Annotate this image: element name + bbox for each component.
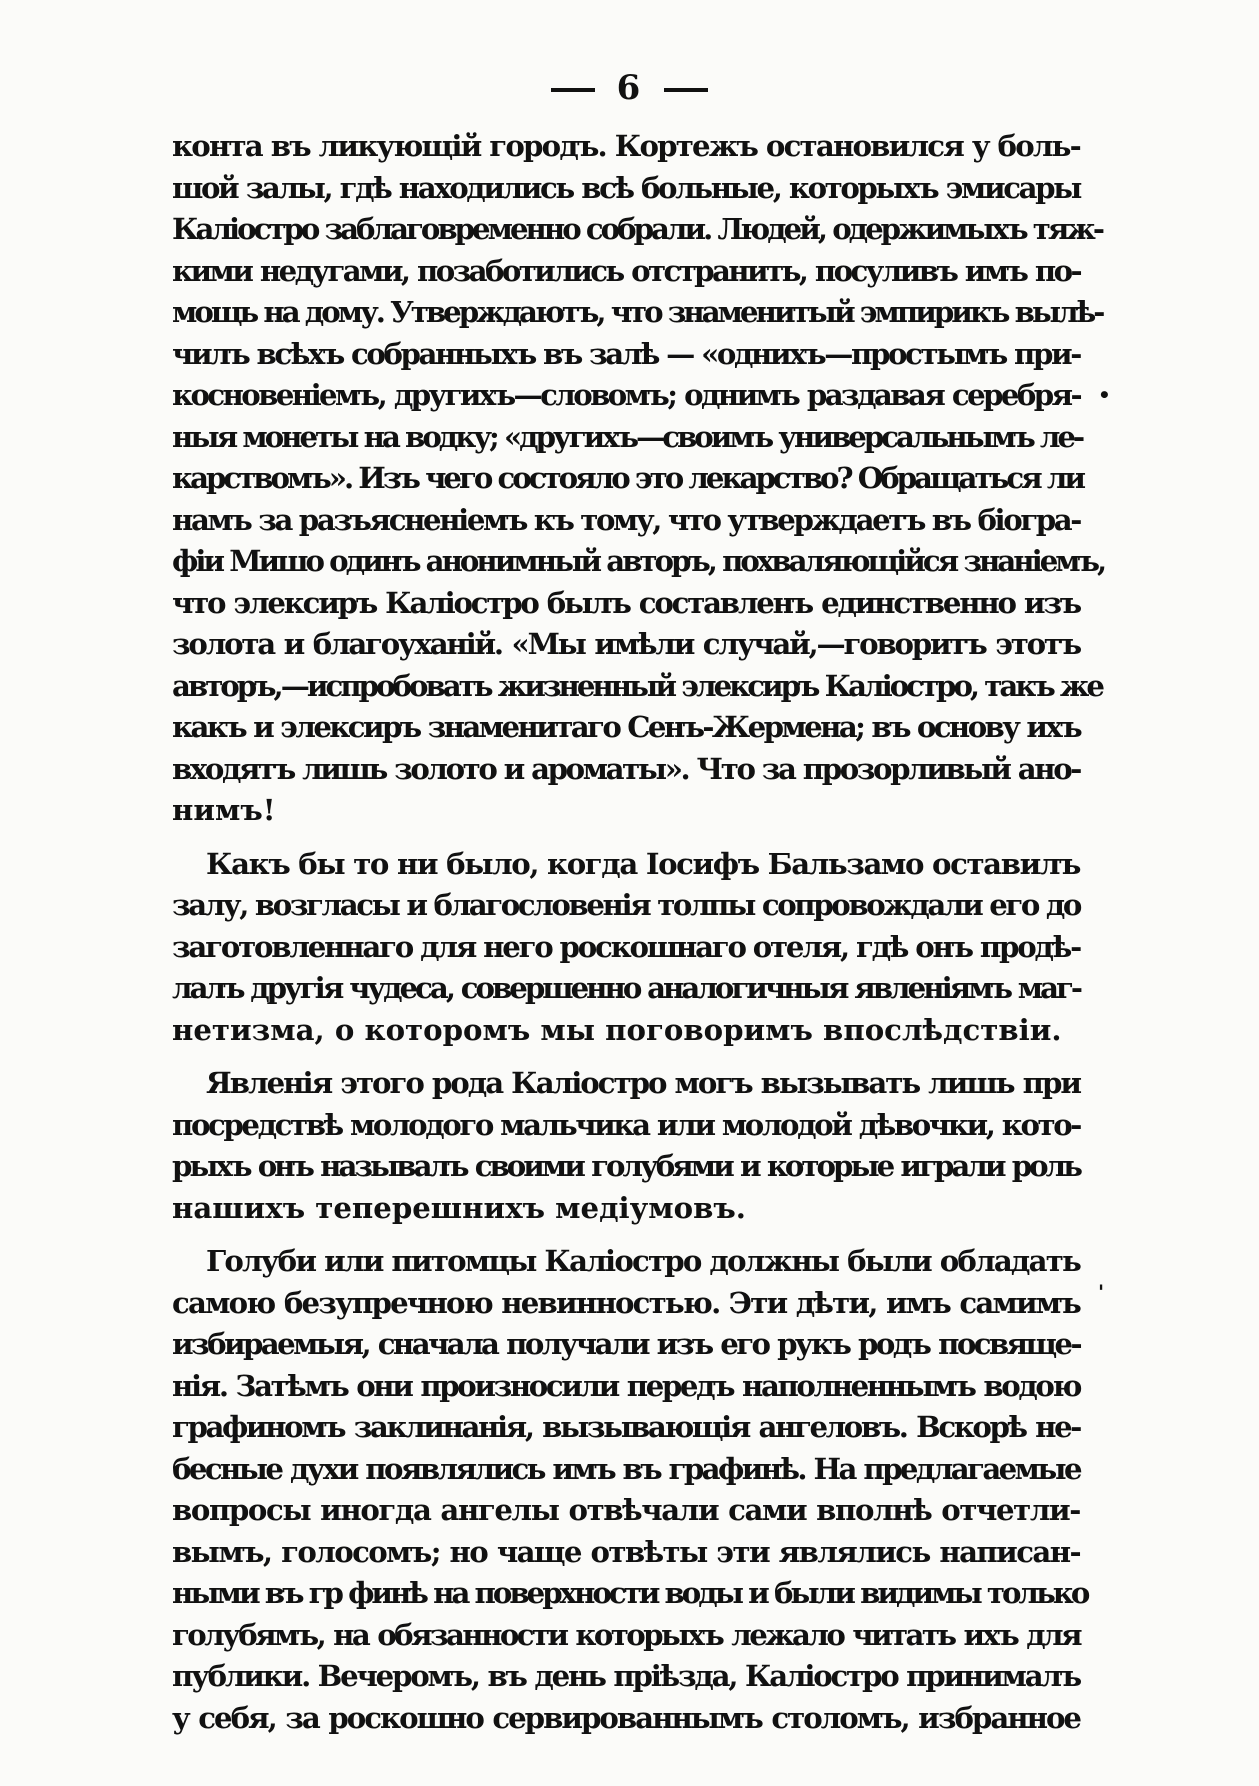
text-line: голубямъ, на обязанности которыхъ лежало читать ихъ для — [172, 1617, 1080, 1652]
text-line: рыхъ онъ называлъ своими голубями и которые играли роль — [172, 1149, 1080, 1183]
text-line: нашихъ теперешнихъ медіумовъ. — [172, 1190, 746, 1225]
text-line: шой залы, гдѣ находились всѣ больные, которыхъ эмисары — [172, 170, 1080, 205]
text-line: Явленія этого рода Каліостро могъ вызывать лишь при — [206, 1066, 1080, 1100]
text-line: авторъ,—испробовать жизненный элексиръ Каліостро, такъ же — [172, 668, 1102, 703]
paragraph-4 — [172, 1241, 1088, 1739]
text-line: кими недугами, позаботились отстранить, посуливъ имъ по- — [172, 253, 1080, 288]
margin-speck: • — [1098, 383, 1111, 407]
text-line: карствомъ». Изъ чего состояло это лекарство? Обращаться ли — [172, 461, 1084, 495]
text-line: золота и благоуханій. «Мы имѣли случай,—говоритъ этотъ — [172, 627, 1080, 661]
header-dash-right — [664, 88, 708, 92]
text-line: Каліостро заблаговременно собрали. Людей, одержимыхъ тяж- — [172, 212, 1103, 246]
text-line: намъ за разъясненіемъ къ тому, что утверждаетъ въ біогра- — [172, 502, 1080, 537]
text-line: косновеніемъ, другихъ—словомъ; однимъ раздавая серебря- — [172, 378, 1080, 412]
text-line: нія. Затѣмъ они произносили передъ наполненнымъ водою — [172, 1368, 1080, 1403]
text-line: Голуби или питомцы Каліостро должны были обладать — [206, 1244, 1080, 1278]
margin-speck: ' — [1098, 1280, 1105, 1304]
text-line: лалъ другія чудеса, совершенно аналогичныя явленіямъ маг- — [172, 971, 1080, 1005]
text-line: конта въ ликующій городъ. Кортежъ остановился у боль- — [172, 129, 1080, 163]
text-line: бесные духи появлялись имъ въ графинѣ. На предлагаемые — [172, 1451, 1080, 1486]
text-line: нетизма, о которомъ мы поговоримъ впослѣдствіи. — [172, 1012, 1062, 1047]
text-line: мощь на дому. Утверждаютъ, что знаменитый эмпирикъ вылѣ- — [172, 295, 1103, 329]
text-line: графиномъ заклинанія, вызывающія ангеловъ. Вскорѣ не- — [172, 1410, 1080, 1444]
paragraph-2 — [172, 844, 1080, 1052]
page-header — [0, 68, 1259, 108]
text-line: залу, возгласы и благословенія толпы сопровождали его до — [172, 888, 1080, 922]
text-line: посредствѣ молодого мальчика или молодой дѣвочки, кото- — [172, 1107, 1080, 1142]
text-line: вымъ, голосомъ; но чаще отвѣты эти являлись написан- — [172, 1534, 1080, 1569]
text-line: ными въ гр финѣ на поверхности воды и были видимы только — [172, 1576, 1088, 1610]
paragraph-3 — [172, 1063, 1080, 1229]
text-line: Какъ бы то ни было, когда Іосифъ Бальзамо оставилъ — [206, 846, 1080, 881]
text-line: какъ и элексиръ знаменитаго Сенъ-Жермена; въ основу ихъ — [172, 710, 1080, 744]
text-line: самою безупречною невинностью. Эти дѣти, имъ самимъ — [172, 1285, 1080, 1320]
paragraph-1 — [172, 126, 1105, 832]
text-line: фіи Мишо одинъ анонимный авторъ, похваляющійся знаніемъ, — [172, 544, 1105, 578]
body-text — [172, 126, 1105, 1739]
text-line: что элексиръ Каліостро былъ составленъ единственно изъ — [172, 585, 1080, 620]
header-dash-left — [551, 88, 595, 92]
text-line: ныя монеты на водку; «другихъ—своимъ универсальнымъ ле- — [172, 419, 1083, 454]
text-line: у себя, за роскошно сервированнымъ столомъ, избранное — [172, 1700, 1080, 1735]
text-line: избираемыя, сначала получали изъ его рукъ родъ посвяще- — [172, 1327, 1080, 1361]
text-line: нимъ! — [172, 793, 276, 827]
text-line: вопросы иногда ангелы отвѣчали сами вполнѣ отчетли- — [172, 1493, 1080, 1527]
text-line: входятъ лишь золото и ароматы». Что за прозорливый ано- — [172, 751, 1080, 786]
text-line: заготовленнаго для него роскошнаго отеля, гдѣ онъ продѣ- — [172, 929, 1080, 964]
text-line: чилъ всѣхъ собранныхъ въ залѣ — «однихъ—простымъ при- — [172, 336, 1080, 371]
page-number: 6 — [616, 68, 643, 108]
text-line: публики. Вечеромъ, въ день пріѣзда, Каліостро принималъ — [172, 1659, 1080, 1693]
